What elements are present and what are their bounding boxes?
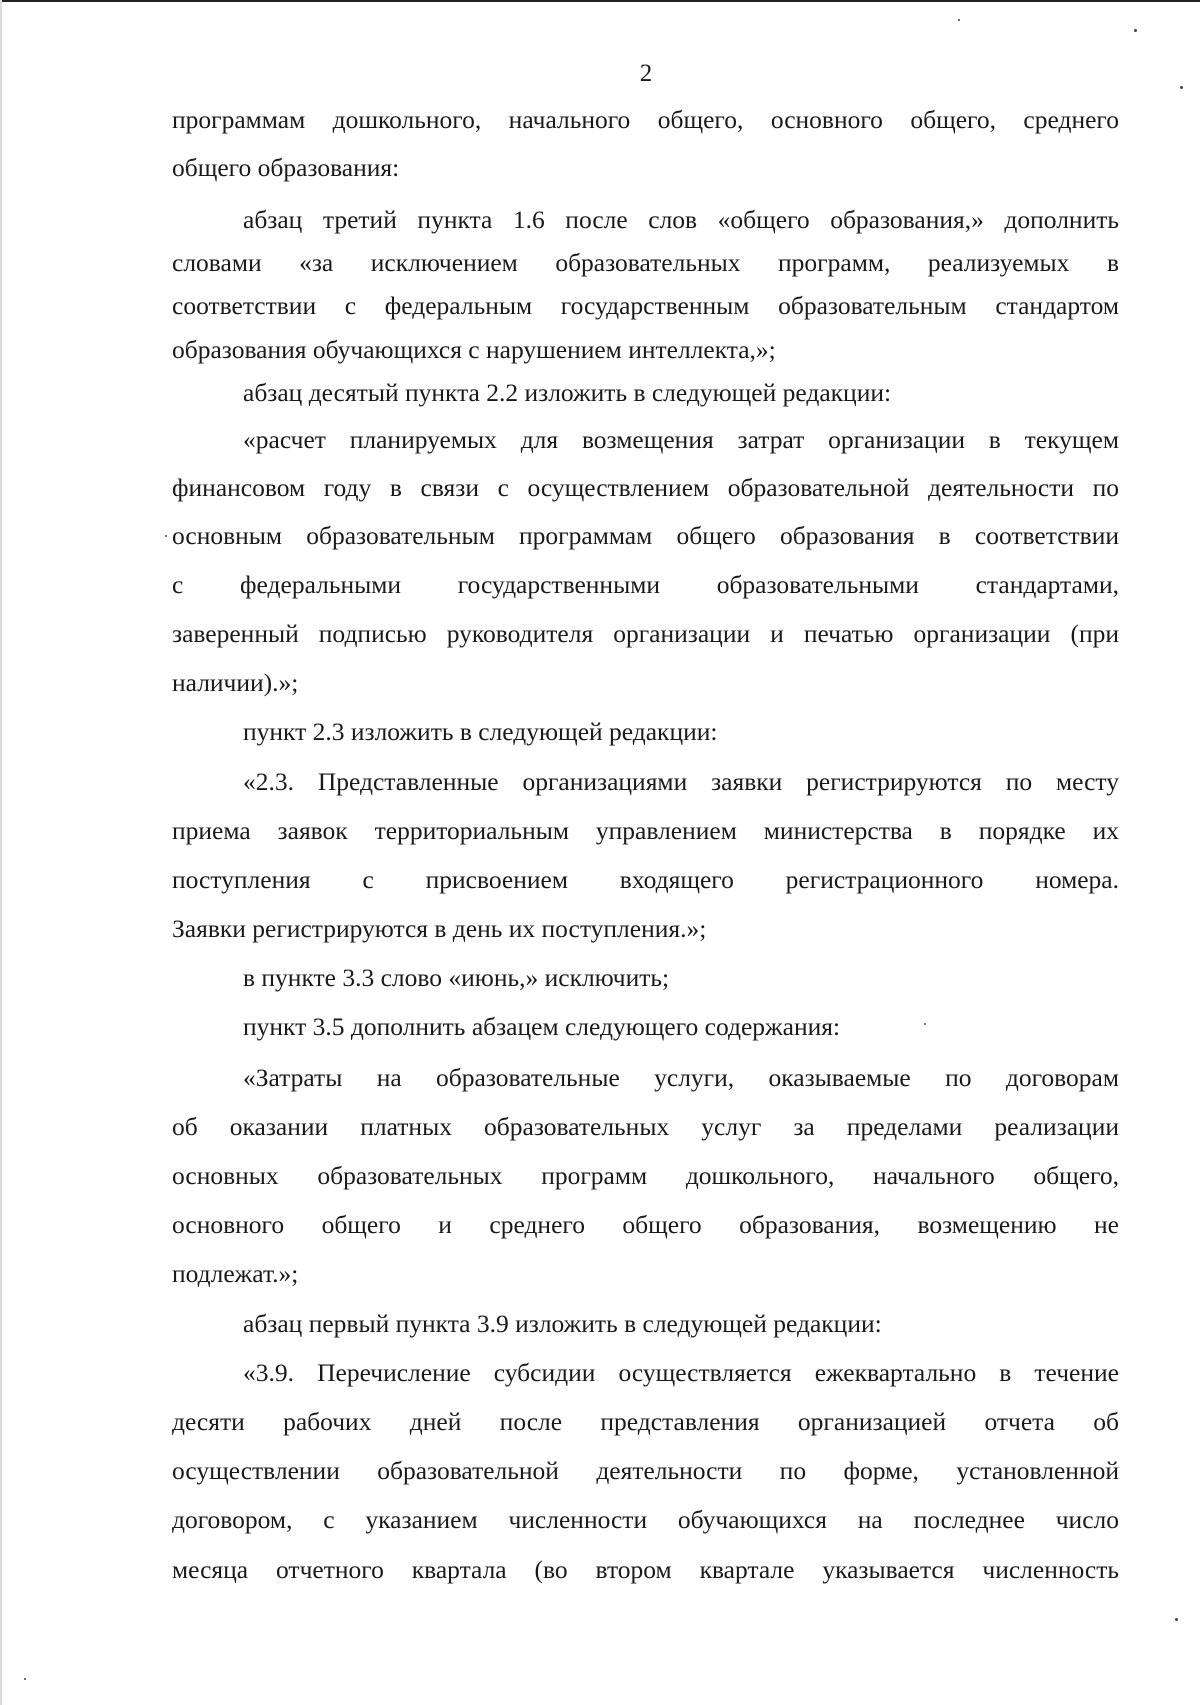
text-line: в пункте 3.3 слово «июнь,» исключить; <box>243 963 670 992</box>
scan-speck <box>958 19 960 21</box>
text-line: основным образовательным программам общего образования в соответствии <box>172 521 1119 550</box>
text-line: абзац первый пункта 3.9 изложить в следующей редакции: <box>243 1309 882 1338</box>
text-line: словами «за исключением образовательных программ, реализуемых в <box>172 248 1119 277</box>
text-line: с федеральными государственными образовательными стандартами, <box>172 570 1119 599</box>
scan-speck <box>924 1023 926 1025</box>
text-line: Заявки регистрируются в день их поступления.»; <box>172 914 707 943</box>
scan-speck <box>165 535 167 537</box>
text-line: основного общего и среднего общего образования, возмещению не <box>172 1210 1119 1239</box>
text-line: месяца отчетного квартала (во втором квартале указывается численность <box>172 1555 1119 1584</box>
text-line: соответствии с федеральным государственным образовательным стандартом <box>172 291 1119 320</box>
text-line: пункт 2.3 изложить в следующей редакции: <box>243 717 718 746</box>
text-line: наличии).»; <box>172 668 299 697</box>
text-line: «2.3. Представленные организациями заявки регистрируются по месту <box>243 767 1119 796</box>
text-line: основных образовательных программ дошкольного, начального общего, <box>172 1161 1119 1190</box>
text-line: осуществлении образовательной деятельности по форме, установленной <box>172 1456 1119 1485</box>
text-line: «Затраты на образовательные услуги, оказываемые по договорам <box>243 1063 1119 1092</box>
text-line: поступления с присвоением входящего регистрационного номера. <box>172 865 1119 894</box>
text-line: общего образования: <box>172 153 400 182</box>
text-line: договором, с указанием численности обучающихся на последнее число <box>172 1505 1119 1534</box>
page-left-edge <box>0 0 2 1705</box>
text-line: финансовом году в связи с осуществлением образовательной деятельности по <box>172 473 1119 502</box>
text-line: приема заявок территориальным управлением министерства в порядке их <box>172 816 1119 845</box>
scan-speck <box>1134 29 1137 32</box>
scan-speck <box>1175 1618 1178 1621</box>
text-line: программам дошкольного, начального общего, основного общего, среднего <box>172 105 1119 134</box>
text-line: «расчет планируемых для возмещения затрат организации в текущем <box>243 425 1119 454</box>
text-line: абзац десятый пункта 2.2 изложить в следующей редакции: <box>243 378 892 407</box>
text-line: заверенный подписью руководителя организации и печатью организации (при <box>172 619 1119 648</box>
text-line: пункт 3.5 дополнить абзацем следующего содержания: <box>243 1012 841 1041</box>
scan-speck <box>24 1678 26 1680</box>
page-number: 2 <box>639 60 653 87</box>
text-line: «3.9. Перечисление субсидии осуществляется ежеквартально в течение <box>243 1358 1119 1387</box>
text-line: десяти рабочих дней после представления организацией отчета об <box>172 1407 1119 1436</box>
text-line: подлежат.»; <box>172 1259 299 1288</box>
text-line: образования обучающихся с нарушением интеллекта,»; <box>172 335 776 364</box>
page-top-border <box>0 0 1200 2</box>
text-line: об оказании платных образовательных услуг за пределами реализации <box>172 1112 1119 1141</box>
scan-speck <box>1180 86 1183 89</box>
text-line: абзац третий пункта 1.6 после слов «общего образования,» дополнить <box>243 205 1119 234</box>
